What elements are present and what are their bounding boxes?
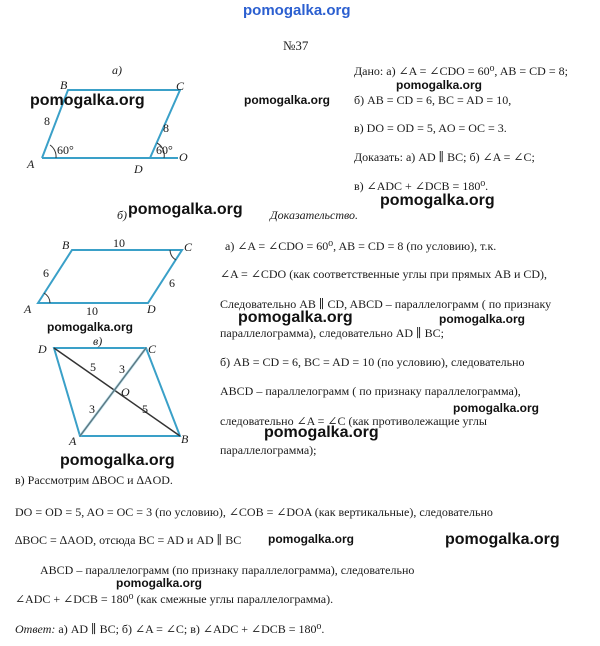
figure-c-point-o: O [121, 385, 130, 399]
figure-b-vertex-a: A [24, 302, 32, 316]
watermark-10: pomogalka.org [264, 424, 379, 441]
proof-line-5: б) AB = CD = 6, BC = AD = 10 (по условию), следовательно [220, 355, 525, 369]
figure-c-vertex-b: B [181, 432, 189, 446]
figure-b-label: б) [117, 208, 128, 222]
angle-b-c-arc [170, 250, 176, 260]
figure-b-side-right: 6 [169, 276, 175, 290]
proof-line-3: Следовательно AB ∥ CD, ABCD – параллелограмм ( по признаку [220, 297, 552, 311]
figure-a-side-ab: 8 [44, 114, 50, 128]
watermark-7: pomogalka.org [238, 309, 353, 326]
figure-a-vertex-c: C [176, 79, 185, 93]
proof-line-8: параллелограмма); [220, 443, 317, 457]
watermark-9: pomogalka.org [453, 401, 540, 415]
answer-line [15, 622, 324, 637]
given-line-3: в) DO = OD = 5, AO = OC = 3. [354, 121, 507, 135]
watermark-6: pomogalka.org [47, 320, 134, 334]
figure-a-angle-cdo: 60° [156, 143, 173, 157]
figure-b-vertex-b: B [62, 238, 70, 252]
figure-b [38, 250, 182, 303]
figure-b-vertex-c: C [184, 240, 193, 254]
angle-b-a-arc [44, 293, 50, 303]
figure-c-segment-ao: 3 [89, 402, 95, 416]
figure-c [54, 348, 180, 436]
watermark-11: pomogalka.org [60, 452, 175, 469]
figure-a-label: а) [112, 63, 122, 77]
given-line-1: Дано: а) ∠A = ∠CDO = 60⁰, AB = CD = 8; [354, 64, 568, 78]
watermark-4: pomogalka.org [128, 201, 243, 218]
figure-c-vertex-a: A [69, 434, 77, 448]
figure-a-point-o: O [179, 150, 188, 164]
figure-c-segment-ob: 5 [142, 402, 148, 416]
bottom-line-3: ∆BOC = ∆AOD, отсюда BC = AD и AD ∥ BC [15, 533, 242, 547]
diagonal-db [54, 348, 180, 436]
figure-c-segment-oc: 3 [119, 362, 125, 376]
prove-line-2: в) ∠ADC + ∠DCB = 180⁰. [354, 179, 489, 193]
watermark-12: pomogalka.org [268, 532, 355, 546]
figure-c-label: в) [93, 334, 103, 348]
figure-a-vertex-d: D [134, 162, 143, 176]
watermark-2: pomogalka.org [244, 93, 331, 107]
proof-line-1: а) ∠A = ∠CDO = 60⁰, AB = CD = 8 (по условию), т.к. [225, 239, 497, 253]
given-line-2: б) AB = CD = 6, BC = AD = 10, [354, 93, 512, 107]
figure-b-side-left: 6 [43, 266, 49, 280]
figure-c-segment-do: 5 [90, 360, 96, 374]
watermark-top: pomogalka.org [243, 2, 351, 19]
bottom-line-4: ABCD – параллелограмм (по признаку параллелограмма), следовательно [40, 563, 415, 577]
bottom-line-2: DO = OD = 5, AO = OC = 3 (по условию), ∠COB = ∠DOA (как вертикальные), следовательно [15, 505, 493, 519]
bottom-line-5: ∠ADC + ∠DCB = 180⁰ (как смежные углы параллелограмма). [15, 592, 334, 606]
proof-line-7: следовательно ∠A = ∠C (как противолежащие углы [220, 414, 487, 428]
watermark-13: pomogalka.org [445, 531, 560, 548]
figure-c-vertex-d: D [38, 342, 47, 356]
figure-a-vertex-b: B [60, 78, 68, 92]
figure-b-vertex-d: D [147, 302, 156, 316]
figure-b-side-bottom: 10 [86, 304, 98, 318]
watermark-5: pomogalka.org [380, 192, 495, 209]
prove-line-1: Доказать: а) AD ∥ BC; б) ∠A = ∠C; [354, 150, 535, 164]
watermark-14: pomogalka.org [116, 576, 203, 590]
answer-text: а) AD ∥ BC; б) ∠A = ∠C; в) ∠ADC + ∠DCB = 180⁰. [58, 622, 325, 636]
figure-b-side-top: 10 [113, 236, 125, 250]
answer-label: Ответ: [15, 622, 56, 636]
watermark-8: pomogalka.org [439, 312, 526, 326]
figure-a-angle-a: 60° [57, 143, 74, 157]
bottom-line-1: в) Рассмотрим ∆BOC и ∆AOD. [15, 473, 173, 487]
proof-line-4: параллелограмма), следовательно AD ∥ BC; [220, 326, 444, 340]
watermark-3: pomogalka.org [396, 78, 483, 92]
proof-line-2: ∠A = ∠CDO (как соответственные углы при прямых AB и CD), [220, 267, 548, 281]
proof-line-6: ABCD – параллелограмм ( по признаку параллелограмма), [220, 384, 521, 398]
figure-b-shape [38, 250, 182, 303]
figure-c-vertex-c: C [148, 342, 157, 356]
angle-a-arc [50, 145, 56, 158]
proof-title: Доказательство. [270, 208, 359, 222]
figure-a-vertex-a: A [27, 157, 35, 171]
figure-a-side-cd: 8 [163, 121, 169, 135]
problem-number: №37 [283, 38, 309, 53]
watermark-1: pomogalka.org [30, 92, 145, 109]
